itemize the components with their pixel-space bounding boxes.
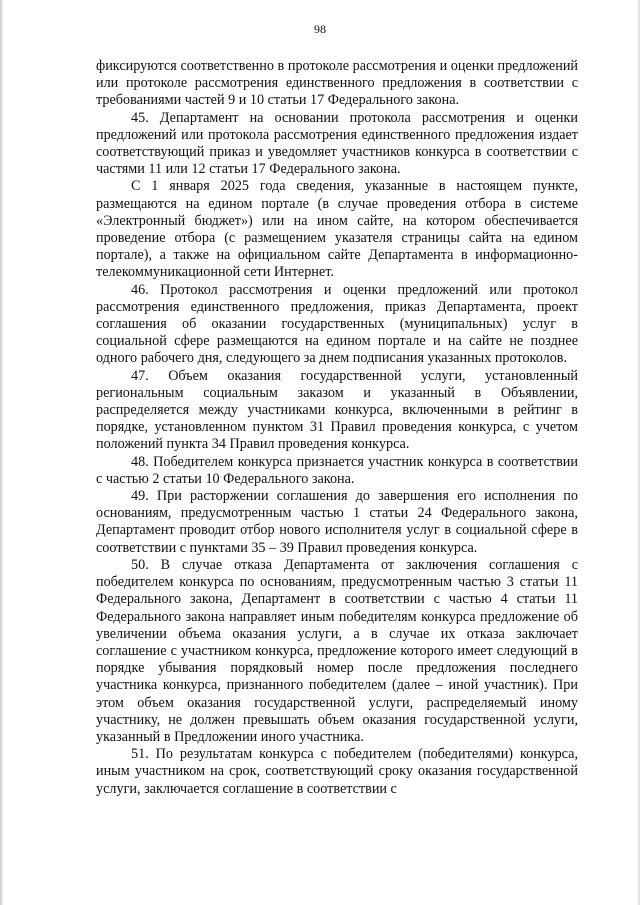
document-body — [96, 58, 578, 798]
paragraph-51: 51. По результатам конкурса с победителем (победителями) конкурса, иным участником на срок, соответствующий сроку оказания государственной услуги, заключается соглашение в соответствии с — [96, 746, 578, 797]
paragraph-46: 46. Протокол рассмотрения и оценки предложений или протокол рассмотрения единственного предложения, приказ Департамента, проект соглашения об оказании государственных (муниципальных) услуг в социальной сфере размещаются на едином портале и на сайте не позднее одного рабочего дня, следующего за днем подписания указанных протоколов. — [96, 281, 578, 367]
scan-edge-left — [0, 0, 3, 905]
paragraph-continuation: фиксируются соответственно в протоколе рассмотрения и оценки предложений или протоколе рассмотрения единственного предложения в соответствии с требованиями частей 9 и 10 статьи 17 Федерального закона. — [96, 58, 578, 109]
paragraph-50: 50. В случае отказа Департамента от заключения соглашения с победителем конкурса по основаниям, предусмотренным частью 3 статьи 11 Федерального закона, Департамент в соответствии с частью 4 статьи 11 Федерального закона направляет иным победителям конкурса предложение об увеличении объема оказания услуги, а в случае их отказа заключает соглашение с участником конкурса, предложение которого имеет следующий в порядке убывания порядковый номер после предложения последнего участника конкурса, признанного победителем (далее – иной участник). При этом объем оказания государственной услуги, распределяемый иному участнику, не должен превышать объем оказания государственной услуги, указанный в Предложении иного участника. — [96, 556, 578, 745]
paragraph-47: 47. Объем оказания государственной услуги, установленный региональным социальным заказом и указанный в Объявлении, распределяется между участниками конкурса, включенными в рейтинг в порядке, установленном пунктом 31 Правил проведения конкурса, с учетом положений пункта 34 Правил проведения конкурса. — [96, 367, 578, 453]
paragraph-45: 45. Департамент на основании протокола рассмотрения и оценки предложений или протокола рассмотрения единственного предложения издает соответствующий приказ и уведомляет участников конкурса в соответствии с частями 11 или 12 статьи 17 Федерального закона. — [96, 109, 578, 178]
paragraph-45-publication: С 1 января 2025 года сведения, указанные в настоящем пункте, размещаются на едином портале (в случае проведения отбора в системе «Электронный бюджет») или на ином сайте, на котором обеспечивается проведение отбора (с размещением указателя страницы сайта на едином портале), а также на официальном сайте Департамента в информационно-телекоммуникационной сети Интернет. — [96, 178, 578, 281]
page-number: 98 — [314, 22, 326, 36]
paragraph-49: 49. При расторжении соглашения до завершения его исполнения по основаниям, предусмотренным частью 1 статьи 24 Федерального закона, Департамент проводит отбор нового исполнителя услуг в социальной сфере в соответствии с пунктами 35 – 39 Правил проведения конкурса. — [96, 488, 578, 556]
paragraph-48: 48. Победителем конкурса признается участник конкурса в соответствии с частью 2 статьи 10 Федерального закона. — [96, 453, 578, 487]
